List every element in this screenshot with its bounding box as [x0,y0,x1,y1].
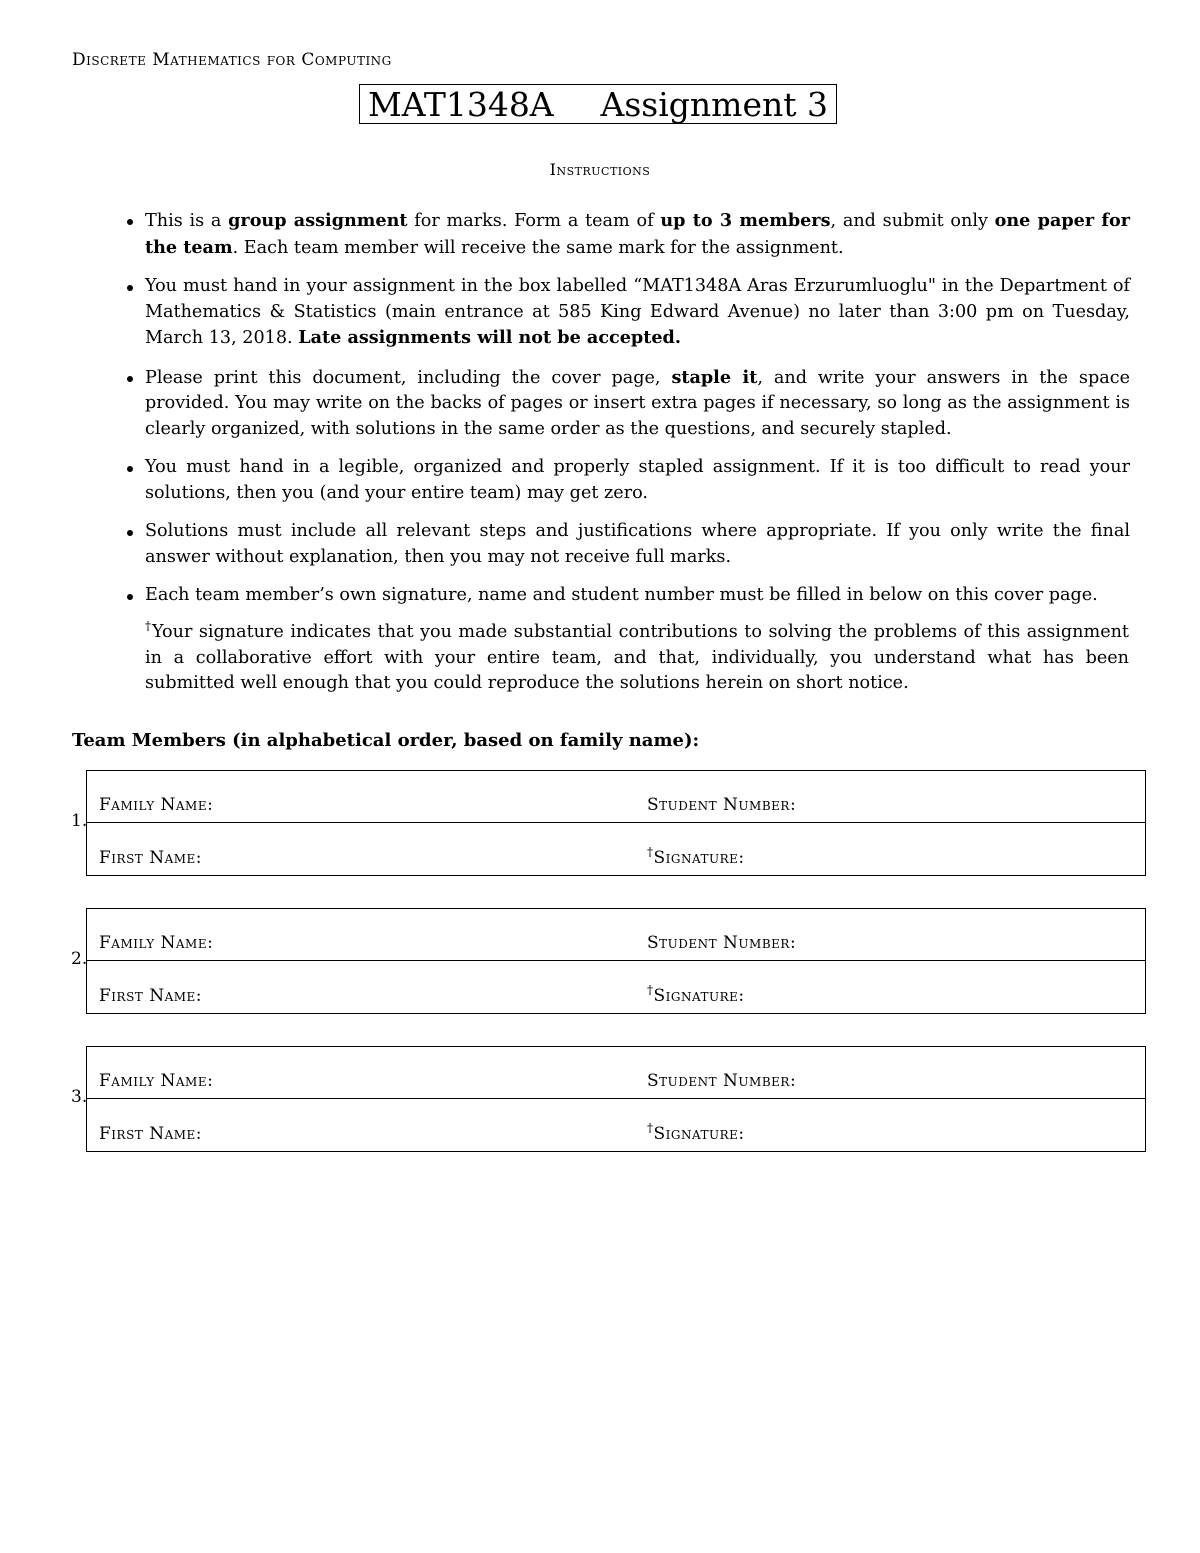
member-number: 1. [71,811,88,831]
instruction-text: You must hand in a legible, organized and properly stapled assignment. If it is too difficult to read your solutions, then you (and your entire team) may get zero. [145,457,1130,503]
first-name-field[interactable]: First Name: [99,848,203,868]
instruction-item [122,583,1130,609]
bullet-icon [127,219,133,225]
instruction-emphasis: up to 3 members [660,210,831,231]
instruction-emphasis: one paper for the team [145,210,1130,258]
instruction-text: Please print this document, including the cover page, [145,367,672,388]
instruction-emphasis: staple it [671,366,758,388]
family-name-field[interactable]: Family Name: [99,933,214,953]
dagger-mark: † [647,983,654,997]
instruction-item [122,455,1130,506]
member-box-2 [71,908,1146,1014]
row-divider [87,960,1145,961]
assignment-number: Assignment 3 [600,84,828,124]
dagger-mark: † [145,619,152,633]
signature-label: Signature: [653,1124,745,1144]
instruction-text: This is a [145,211,229,231]
instruction-item [122,208,1130,261]
course-title: Discrete Mathematics for Computing [72,50,392,70]
bullet-icon [127,530,133,536]
instruction-text: Solutions must include all relevant steps and justifications where appropriate. If you only write the final answer without explanation, then you may not receive full marks. [145,521,1130,567]
member-number: 2. [71,949,88,969]
dagger-mark: † [647,1121,654,1135]
instruction-text: , and write your answers in the space provided. You may write on the backs of pages or insert extra pages if necessary, so long as the assignment is clearly organized, with solutions in the same order as the questions, and securely stapled. [145,367,1130,439]
instruction-emphasis: Late assignments will not be accepted. [298,327,681,348]
instruction-text: You must hand in your assignment in the box labelled “MAT1348A Aras Erzurumluoglu" in the Department of Mathematics & Statistics (main entrance at 585 King Edward Avenue) no later than 3:00 pm on Tuesday, March 13, 2018. [145,276,1130,348]
bullet-icon [127,466,133,472]
row-divider [87,822,1145,823]
instructions-heading: Instructions [549,160,651,179]
dagger-mark: † [647,845,654,859]
signature-note-text: Your signature indicates that you made substantial contributions to solving the problems of this assignment in a collaborative effort with your entire team, and that, individually, you understand what has been submitted well enough that you could reproduce the solutions herein on short notice. [145,622,1130,693]
bullet-icon [127,285,133,291]
assignment-title-box [359,84,837,124]
course-code: MAT1348A [368,84,554,124]
signature-label: Signature: [653,986,745,1006]
bullet-icon [127,594,133,600]
instruction-item [122,274,1130,352]
instruction-item [122,519,1130,570]
first-name-field[interactable]: First Name: [99,1124,203,1144]
team-members-heading: Team Members (in alphabetical order, based on family name): [72,730,700,751]
instruction-emphasis: group assignment [228,210,408,231]
signature-field[interactable] [647,1121,745,1144]
first-name-field[interactable]: First Name: [99,986,203,1006]
signature-note [145,620,1129,697]
student-number-field[interactable]: Student Number: [647,933,797,953]
family-name-field[interactable]: Family Name: [99,1071,214,1091]
student-number-field[interactable]: Student Number: [647,795,797,815]
signature-field[interactable] [647,845,745,868]
instruction-text: . Each team member will receive the same mark for the assignment. [232,237,844,258]
instruction-text: for marks. Form a team of [407,211,661,231]
instructions-list [122,208,1130,622]
member-box-1 [71,770,1146,876]
row-divider [87,1098,1145,1099]
instruction-text: , and submit only [830,211,995,231]
member-number: 3. [71,1087,88,1107]
instruction-item [122,365,1130,443]
student-number-field[interactable]: Student Number: [647,1071,797,1091]
member-box-3 [71,1046,1146,1152]
family-name-field[interactable]: Family Name: [99,795,214,815]
signature-field[interactable] [647,983,745,1006]
bullet-icon [127,376,133,382]
signature-label: Signature: [653,848,745,868]
instruction-text: Each team member’s own signature, name and student number must be filled in below on this cover page. [145,585,1098,605]
